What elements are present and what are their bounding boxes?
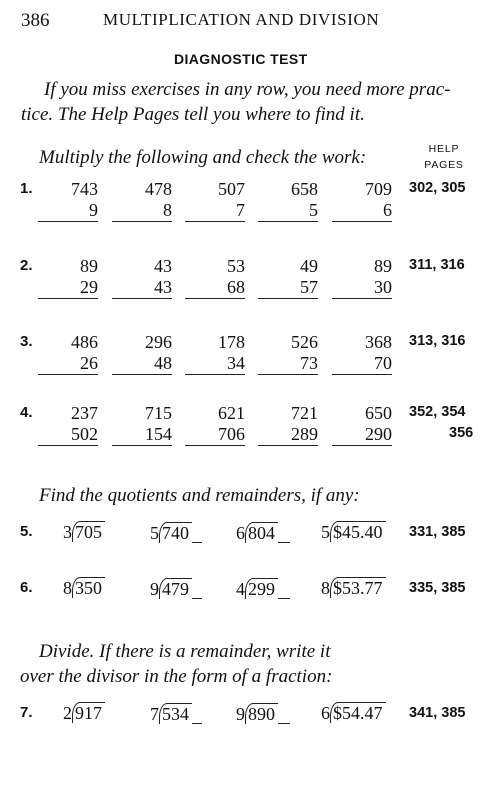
multiplicand: 49 [300, 256, 318, 276]
multiplier: 6 [383, 200, 392, 220]
multiplier-line [112, 353, 172, 375]
multiplicand: 296 [145, 332, 172, 352]
row-number: 2. [20, 257, 33, 274]
multiplier: 43 [154, 277, 172, 297]
multiplicand: 478 [145, 179, 172, 199]
quotients-instruction: Find the quotients and remainders, if any: [39, 485, 360, 506]
help-pages: 313, 316 [409, 333, 466, 349]
multiplication-problem [332, 403, 392, 446]
division-problem [321, 522, 386, 543]
multiplier-line [258, 353, 318, 375]
multiplicand: 43 [154, 256, 172, 276]
divisor: 4 [236, 579, 245, 599]
help-pages: 311, 316 [409, 257, 465, 273]
multiplication-problem [258, 403, 318, 446]
multiplication-problem [258, 179, 318, 222]
divisor: 5 [321, 522, 330, 542]
row-number: 1. [20, 180, 33, 197]
dividend: 705 [72, 521, 105, 542]
multiplicand: 650 [365, 403, 392, 423]
multiplication-problem [112, 332, 172, 375]
multiplication-problem [332, 332, 392, 375]
help-pages-heading [416, 141, 472, 173]
multiplicand: 486 [71, 332, 98, 352]
division-problem [150, 703, 202, 725]
multiplication-problem [112, 179, 172, 222]
multiplier: 70 [374, 353, 392, 373]
row-number: 4. [20, 404, 33, 421]
multiplication-problem [112, 256, 172, 299]
multiplicand: 237 [71, 403, 98, 423]
dividend: 890 [245, 703, 278, 724]
help-pages: 302, 305 [409, 180, 466, 196]
multiplicand: 721 [291, 403, 318, 423]
multiplicand: 621 [218, 403, 245, 423]
answer-line [278, 578, 290, 599]
multiplier: 706 [218, 424, 245, 444]
multiplication-problem [258, 256, 318, 299]
division-problem [63, 578, 105, 599]
dividend: 299 [245, 578, 278, 599]
multiplication-problem [332, 256, 392, 299]
multiplier-line [258, 424, 318, 446]
multiplier-line [332, 353, 392, 375]
multiplier-line [112, 200, 172, 222]
multiplication-problem [38, 332, 98, 375]
divisor: 5 [150, 523, 159, 543]
dividend: $53.77 [330, 577, 386, 598]
multiplier-line [38, 353, 98, 375]
dividend: 804 [245, 522, 278, 543]
divide-instruction-2: over the divisor in the form of a fraction: [20, 666, 333, 687]
multiplication-problem [332, 179, 392, 222]
division-problem [321, 578, 386, 599]
multiplicand: 178 [218, 332, 245, 352]
multiplier: 5 [309, 200, 318, 220]
multiplier: 34 [227, 353, 245, 373]
divisor: 2 [63, 703, 72, 723]
help-pages: 341, 385 [409, 705, 466, 721]
divisor: 7 [150, 704, 159, 724]
multiplier: 502 [71, 424, 98, 444]
answer-line [278, 703, 290, 724]
multiplier-line [38, 424, 98, 446]
multiplier-line [332, 424, 392, 446]
multiplier-line [185, 277, 245, 299]
multiplier: 57 [300, 277, 318, 297]
multiplication-problem [185, 403, 245, 446]
section-title: DIAGNOSTIC TEST [174, 51, 308, 67]
multiplicand: 526 [291, 332, 318, 352]
intro-line-2: tice. The Help Pages tell you where to find it. [21, 104, 365, 125]
row-number: 3. [20, 333, 33, 350]
multiplication-problem [185, 332, 245, 375]
multiplier: 30 [374, 277, 392, 297]
multiplier: 26 [80, 353, 98, 373]
multiply-instruction: Multiply the following and check the work: [39, 147, 367, 168]
dividend: 917 [72, 702, 105, 723]
multiplication-problem [185, 179, 245, 222]
divisor: 6 [321, 703, 330, 723]
running-head: MULTIPLICATION AND DIVISION [103, 10, 380, 29]
multiplicand: 89 [80, 256, 98, 276]
multiplier: 7 [236, 200, 245, 220]
multiplicand: 658 [291, 179, 318, 199]
multiplicand: 368 [365, 332, 392, 352]
division-problem [321, 703, 386, 724]
division-problem [63, 522, 105, 543]
row-number: 6. [20, 579, 33, 596]
help-pages: 335, 385 [409, 580, 466, 596]
multiplier: 290 [365, 424, 392, 444]
multiplicand: 709 [365, 179, 392, 199]
multiplier: 289 [291, 424, 318, 444]
multiplier-line [332, 200, 392, 222]
multiplier-line [185, 353, 245, 375]
multiplier-line [332, 277, 392, 299]
divide-instruction-1: Divide. If there is a remainder, write it [39, 641, 331, 662]
multiplier: 9 [89, 200, 98, 220]
help-pages-continued: 356 [449, 425, 474, 441]
multiplier: 29 [80, 277, 98, 297]
multiplicand: 715 [145, 403, 172, 423]
help-pages: 331, 385 [409, 524, 466, 540]
dividend: 350 [72, 577, 105, 598]
multiplicand: 743 [71, 179, 98, 199]
multiplier: 48 [154, 353, 172, 373]
division-problem [236, 703, 290, 725]
answer-line [192, 578, 202, 599]
division-problem [150, 578, 202, 600]
divisor: 6 [236, 523, 245, 543]
row-number: 5. [20, 523, 33, 540]
multiplication-problem [38, 179, 98, 222]
multiplicand: 89 [374, 256, 392, 276]
multiplier-line [185, 424, 245, 446]
multiplication-problem [258, 332, 318, 375]
row-number: 7. [20, 704, 33, 721]
division-problem [236, 578, 290, 600]
multiplication-problem [38, 403, 98, 446]
multiplier-line [38, 200, 98, 222]
page-number: 386 [21, 10, 50, 31]
multiplicand: 53 [227, 256, 245, 276]
dividend: $45.40 [330, 521, 386, 542]
help-heading-line-1: HELP [428, 143, 460, 155]
intro-line-1: If you miss exercises in any row, you need more prac- [44, 79, 451, 100]
help-heading-line-2: PAGES [424, 159, 464, 171]
dividend: 740 [159, 522, 192, 543]
help-pages: 352, 354 [409, 404, 466, 420]
multiplier-line [258, 277, 318, 299]
answer-line [192, 703, 202, 724]
multiplier-line [38, 277, 98, 299]
multiplicand: 507 [218, 179, 245, 199]
multiplier-line [112, 277, 172, 299]
multiplier: 8 [163, 200, 172, 220]
multiplication-problem [185, 256, 245, 299]
dividend: 479 [159, 578, 192, 599]
multiplier-line [185, 200, 245, 222]
multiplier-line [258, 200, 318, 222]
multiplication-problem [38, 256, 98, 299]
dividend: 534 [159, 703, 192, 724]
division-problem [63, 703, 105, 724]
divisor: 3 [63, 522, 72, 542]
multiplier: 68 [227, 277, 245, 297]
divisor: 9 [150, 579, 159, 599]
answer-line [278, 522, 290, 543]
divisor: 8 [321, 578, 330, 598]
answer-line [192, 522, 202, 543]
divisor: 9 [236, 704, 245, 724]
multiplier: 73 [300, 353, 318, 373]
division-problem [236, 522, 290, 544]
division-problem [150, 522, 202, 544]
divisor: 8 [63, 578, 72, 598]
multiplier: 154 [145, 424, 172, 444]
multiplication-problem [112, 403, 172, 446]
multiplier-line [112, 424, 172, 446]
dividend: $54.47 [330, 702, 386, 723]
